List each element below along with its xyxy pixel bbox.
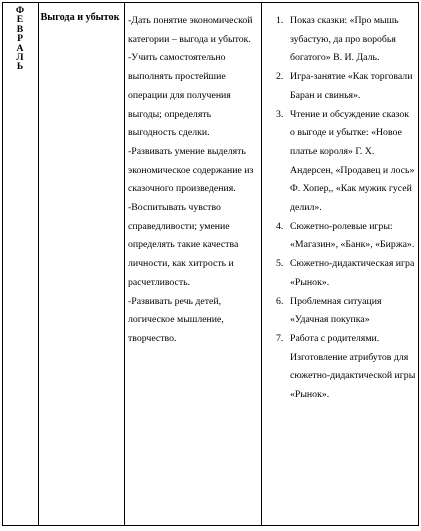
activity-text: Работа с родителями. Изготовление атрибутов для сюжетно-дидактической игры «Рынок». <box>290 332 416 401</box>
activity-number: 6. <box>276 295 284 307</box>
activity-number: 3. <box>276 108 284 120</box>
activity-item <box>268 255 416 292</box>
activity-number: 5. <box>276 258 284 270</box>
month-letter: Е <box>16 14 24 26</box>
activity-text: Игра-занятие «Как торговали Баран и свинья». <box>290 71 413 101</box>
activities-list <box>268 12 416 405</box>
activity-number: 2. <box>276 71 284 83</box>
month-letter: А <box>16 42 24 54</box>
activity-item <box>268 293 416 330</box>
activity-item <box>268 68 416 105</box>
activity-item <box>268 106 416 218</box>
activity-number: 1. <box>276 15 284 26</box>
goals-cell <box>128 12 256 349</box>
goal-item: -Учить самостоятельно выполнять простейшие операции для получения выгоды; определять выгодность сделки. <box>128 52 231 139</box>
goal-item: -Развивать умение выделять экономическое содержание из сказочного произведения. <box>128 145 254 195</box>
column-divider-3 <box>261 2 262 526</box>
activity-text: Проблемная ситуация «Удачная покупка» <box>290 295 382 326</box>
month-letter: Р <box>17 33 23 45</box>
table-border-right <box>418 2 419 526</box>
activity-text: Сюжетно-ролевые игры: «Магазин», «Банк», «Биржа». <box>290 220 415 251</box>
month-letter: Ь <box>16 61 24 73</box>
goal-item: -Дать понятие экономической категории – выгода и убыток. <box>128 15 253 45</box>
activity-text: Чтение и обсуждение сказок о выгоде и убытке: «Новое платье короля» Г. Х. Андерсен, «Продавец и лось» Ф. Хопер,, «Как мужик гусей делил». <box>290 108 415 214</box>
goal-item: -Воспитывать чувство справедливости; умение определять такие качества личности, как хитрость и расчетливость. <box>128 202 239 288</box>
activity-item <box>268 330 416 405</box>
table-border-top <box>2 2 419 3</box>
goal-item: -Развивать речь детей, логическое мышление, творчество. <box>128 295 224 344</box>
table-border-left <box>2 2 3 526</box>
column-divider-1 <box>38 2 39 526</box>
activity-number: 4. <box>276 220 284 232</box>
table-border-bottom <box>2 525 419 526</box>
activity-text: Показ сказки: «Про мышь зубастую, да про воробья богатого» В. И. Даль. <box>290 15 399 64</box>
column-divider-2 <box>124 2 125 526</box>
activity-item <box>268 12 416 68</box>
activity-text: Сюжетно-дидактическая игра «Рынок». <box>290 258 415 288</box>
month-letter: Ф <box>15 5 25 16</box>
month-cell <box>4 6 36 72</box>
activity-item <box>268 218 416 255</box>
month-letter: Л <box>16 52 24 64</box>
topic-cell: Выгода и убыток <box>40 12 120 23</box>
month-letter: В <box>16 23 24 35</box>
activity-number: 7. <box>276 332 284 344</box>
